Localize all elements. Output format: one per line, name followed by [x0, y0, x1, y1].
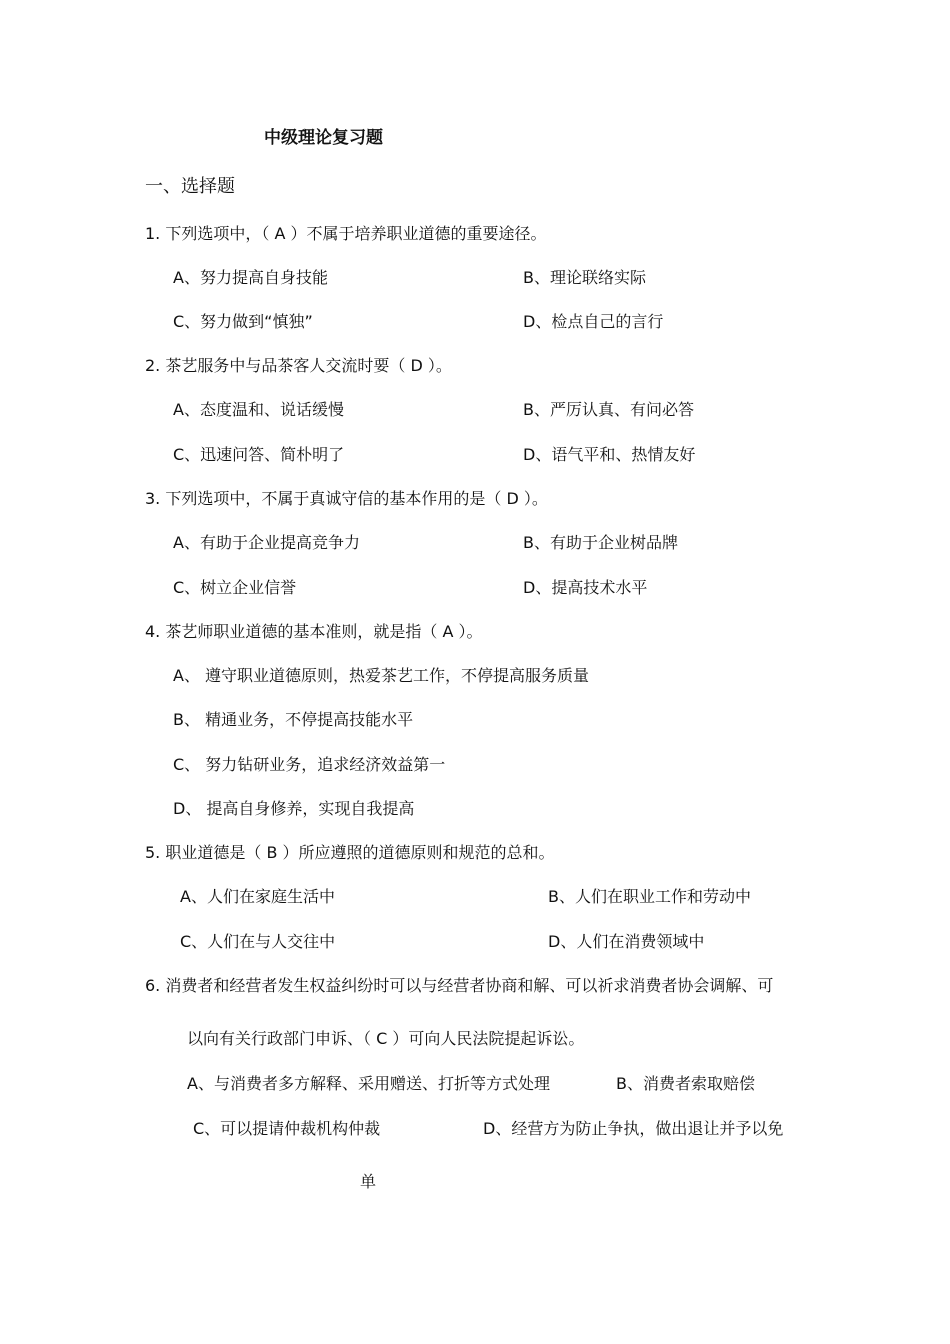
question-3-option-c: C、树立企业信誉: [173, 578, 297, 597]
question-6-stem-continued: 以向有关行政部门申诉、（ C ）可向人民法院提起诉讼。: [187, 1029, 585, 1048]
section-heading: 一、选择题: [145, 176, 235, 197]
question-4-option-c: C、 努力钻研业务，追求经济效益第一: [173, 755, 446, 774]
question-6-stem: 6. 消费者和经营者发生权益纠纷时可以与经营者协商和解、可以祈求消费者协会调解、可: [145, 976, 774, 995]
question-3-option-d: D、提高技术水平: [523, 578, 648, 597]
question-4-stem: 4. 茶艺师职业道德的基本准则，就是指（ A ）。: [145, 622, 483, 641]
question-1-option-b: B、理论联络实际: [523, 268, 646, 287]
question-6-option-b: B、消费者索取赔偿: [616, 1074, 755, 1093]
question-6-option-c: C、可以提请仲裁机构仲裁: [193, 1119, 381, 1138]
question-5-option-d: D、人们在消费领域中: [548, 932, 705, 951]
question-1-option-c: C、努力做到“慎独”: [173, 312, 313, 331]
question-6-option-d: D、经营方为防止争执，做出退让并予以免: [483, 1119, 784, 1138]
question-4-option-a: A、 遵守职业道德原则，热爱茶艺工作，不停提高服务质量: [173, 666, 590, 685]
question-3-stem: 3. 下列选项中，不属于真诚守信的基本作用的是（ D ）。: [145, 489, 548, 508]
page-title: 中级理论复习题: [264, 128, 383, 148]
question-1-option-d: D、检点自己的言行: [523, 312, 664, 331]
question-2-option-b: B、严厉认真、有问必答: [523, 400, 694, 419]
question-2-option-c: C、迅速问答、简朴明了: [173, 445, 345, 464]
question-4-option-b: B、 精通业务，不停提高技能水平: [173, 710, 414, 729]
question-5-option-b: B、人们在职业工作和劳动中: [548, 887, 751, 906]
question-5-stem: 5. 职业道德是（ B ）所应遵照的道德原则和规范的总和。: [145, 843, 555, 862]
question-2-option-d: D、语气平和、热情友好: [523, 445, 696, 464]
question-2-option-a: A、态度温和、说话缓慢: [173, 400, 344, 419]
question-4-option-d: D、 提高自身修养，实现自我提高: [173, 799, 415, 818]
question-3-option-a: A、有助于企业提高竞争力: [173, 533, 360, 552]
question-5-option-a: A、人们在家庭生活中: [180, 887, 335, 906]
question-2-stem: 2. 茶艺服务中与品茶客人交流时要（ D ）。: [145, 356, 452, 375]
question-6-option-d-continued: 单: [360, 1172, 377, 1191]
question-6-option-a: A、与消费者多方解释、采用赠送、打折等方式处理: [187, 1074, 550, 1093]
question-5-option-c: C、人们在与人交往中: [180, 932, 336, 951]
question-1-stem: 1. 下列选项中，（ A ）不属于培养职业道德的重要途径。: [145, 224, 547, 243]
question-1-option-a: A、努力提高自身技能: [173, 268, 328, 287]
question-3-option-b: B、有助于企业树品牌: [523, 533, 678, 552]
